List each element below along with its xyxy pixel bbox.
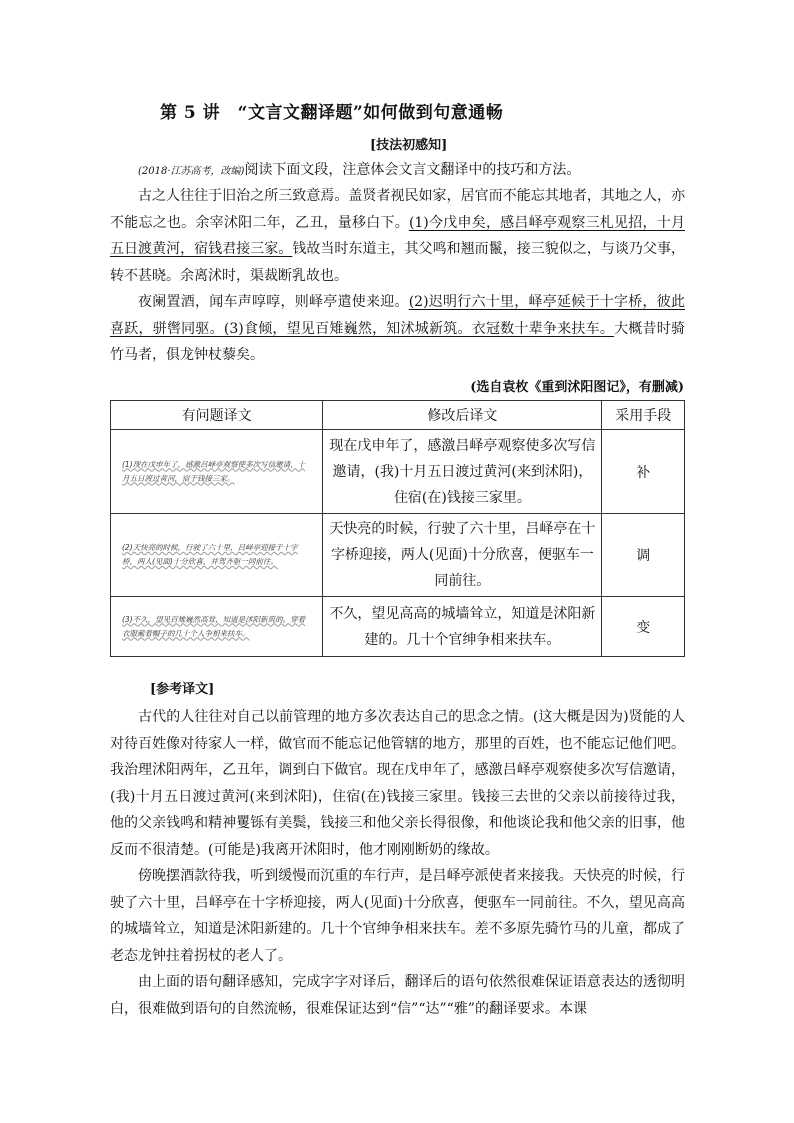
passage-p1-underlined: (1)今戊申矣，感吕峄亭观察三札见招，十月五日渡黄河，宿钱君接三家。 — [110, 214, 685, 257]
table-header-problem: 有问题译文 — [111, 401, 323, 430]
table-cell-revised-1: 现在戊申年了，感激吕峄亭观察使多次写信邀请，(我)十月五日渡过黄河(来到沭阳)，住宿(在)钱接三家里。 — [323, 430, 602, 514]
passage-p2-d: 大概昔时骑竹马者，俱龙钟杖藜矣。 — [110, 320, 686, 363]
handwritten-problem-2: (2)天快亮的时候，行驶了六十里，吕峄亭迎接于十字桥，两人(见面)十分欣喜，并驾齐驱一同前往。 — [122, 543, 298, 566]
passage-paragraph-2 — [110, 289, 685, 369]
table-cell-revised-3: 不久，望见高高的城墙耸立，知道是沭阳新建的。几十个官绅争相来扶车。 — [323, 597, 602, 657]
table-header-method: 采用手段 — [602, 401, 685, 430]
table-cell-problem — [111, 430, 323, 514]
table-cell-problem — [111, 597, 323, 657]
passage-p2-underlined-2: (3)食倾，望见百雉巍然，知沭城新筑。衣冠数十辈争来扶车。 — [223, 320, 615, 337]
table-header-revised: 修改后译文 — [323, 401, 602, 430]
table-cell-method-1: 补 — [602, 430, 685, 514]
intro-paragraph — [110, 157, 685, 186]
table-row — [111, 597, 685, 657]
table-cell-revised-2: 天快亮的时候，行驶了六十里，吕峄亭在十字桥迎接，两人(见面)十分欣喜，便驱车一同前往。 — [323, 514, 602, 597]
reference-paragraph-3: 由上面的语句翻译感知，完成字字对译后，翻译后的语句依然很难保证语意表达的透彻明白，很难做到语句的自然流畅，很难保证达到“信”“达”“雅”的翻译要求。本课 — [110, 974, 685, 1017]
section-label: [技法初感知] — [370, 138, 448, 153]
table-row — [111, 514, 685, 597]
reference-label: [参考译文] — [150, 682, 215, 697]
passage-p2-underlined-1: (2)迟明行六十里，峄亭延候于十字桥，彼此喜跃，骈辔同驱。 — [110, 294, 685, 337]
table-header-row — [111, 401, 685, 430]
handwritten-problem-1: (1)现在戊申年了，感激吕峄亭观察使多次写信邀请，十月五日渡过黄河，宿于钱接三家。 — [122, 459, 306, 483]
reference-paragraph-1: 古代的人往往对自己以前管理的地方多次表达自己的思念之情。(这大概是因为)贤能的人对待百姓像对待家人一样，做官而不能忘记他管辖的地方，那里的百姓，也不能忘记他们吧。我治理沭阳两年，乙丑年，调到白下做官。现在戊申年了，感激吕峄亭观察使多次写信邀请，(我)十月五日渡过黄河(来到沭阳)，住宿(在)钱接三家里。钱接三去世的父亲以前接待过我，他的父亲钱鸣和精神矍铄有美鬓，钱接三和他父亲长得很像，和他谈论我和他父亲的旧事，他反而不很清楚。(可能是)我离开沭阳时，他才刚刚断奶的缘故。 — [110, 709, 685, 858]
passage-p1-c: 钱故当时东道主，其父鸣和翘而鬣，接三貌似之，与谈乃父事，转不甚晓。余离沭时，渠裁断乳故也。 — [110, 241, 686, 284]
passage-p2-a: 夜阑置酒，闻车声啍啍，则峄亭遣使来迎。 — [138, 294, 409, 310]
passage-p1-a: 古之人往往于旧治之所三致意焉。盖贤者视民如家，居官而不能忘其地者，其地之人，亦不能忘之也。余宰沭阳二年，乙丑，量移白下。 — [110, 188, 685, 231]
passage-paragraph-1 — [110, 183, 685, 289]
translation-table — [110, 400, 685, 657]
table-cell-problem — [111, 514, 323, 597]
handwritten-problem-3: (3)不久，望见百雉巍然高耸，知道是沭阳新筑的。穿着衣服戴着帽子的几十个人争相来扶车。 — [122, 614, 306, 638]
reference-paragraph-2: 傍晚摆酒款待我，听到缓慢而沉重的车行声，是吕峄亭派使者来接我。天快亮的时候，行驶了六十里，吕峄亭在十字桥迎接，两人(见面)十分欣喜，便驱车一同前往。不久，望见高高的城墙耸立，知道是沭阳新建的。几十个官绅争相来扶车。差不多原先骑竹马的儿童，都成了老态龙钟拄着拐杖的老人了。 — [110, 868, 685, 964]
page-title: 第 5 讲 “文言文翻译题”如何做到句意通畅 — [160, 103, 504, 123]
intro-source-note: (2018·江苏高考，改编) — [138, 166, 245, 177]
table-cell-method-3: 变 — [602, 597, 685, 657]
passage-source: (选自袁枚《重到沭阳图记》，有删减) — [470, 380, 684, 395]
table-row — [111, 430, 685, 514]
table-cell-method-2: 调 — [602, 514, 685, 597]
intro-text: 阅读下面文段，注意体会文言文翻译中的技巧和方法。 — [244, 162, 581, 178]
